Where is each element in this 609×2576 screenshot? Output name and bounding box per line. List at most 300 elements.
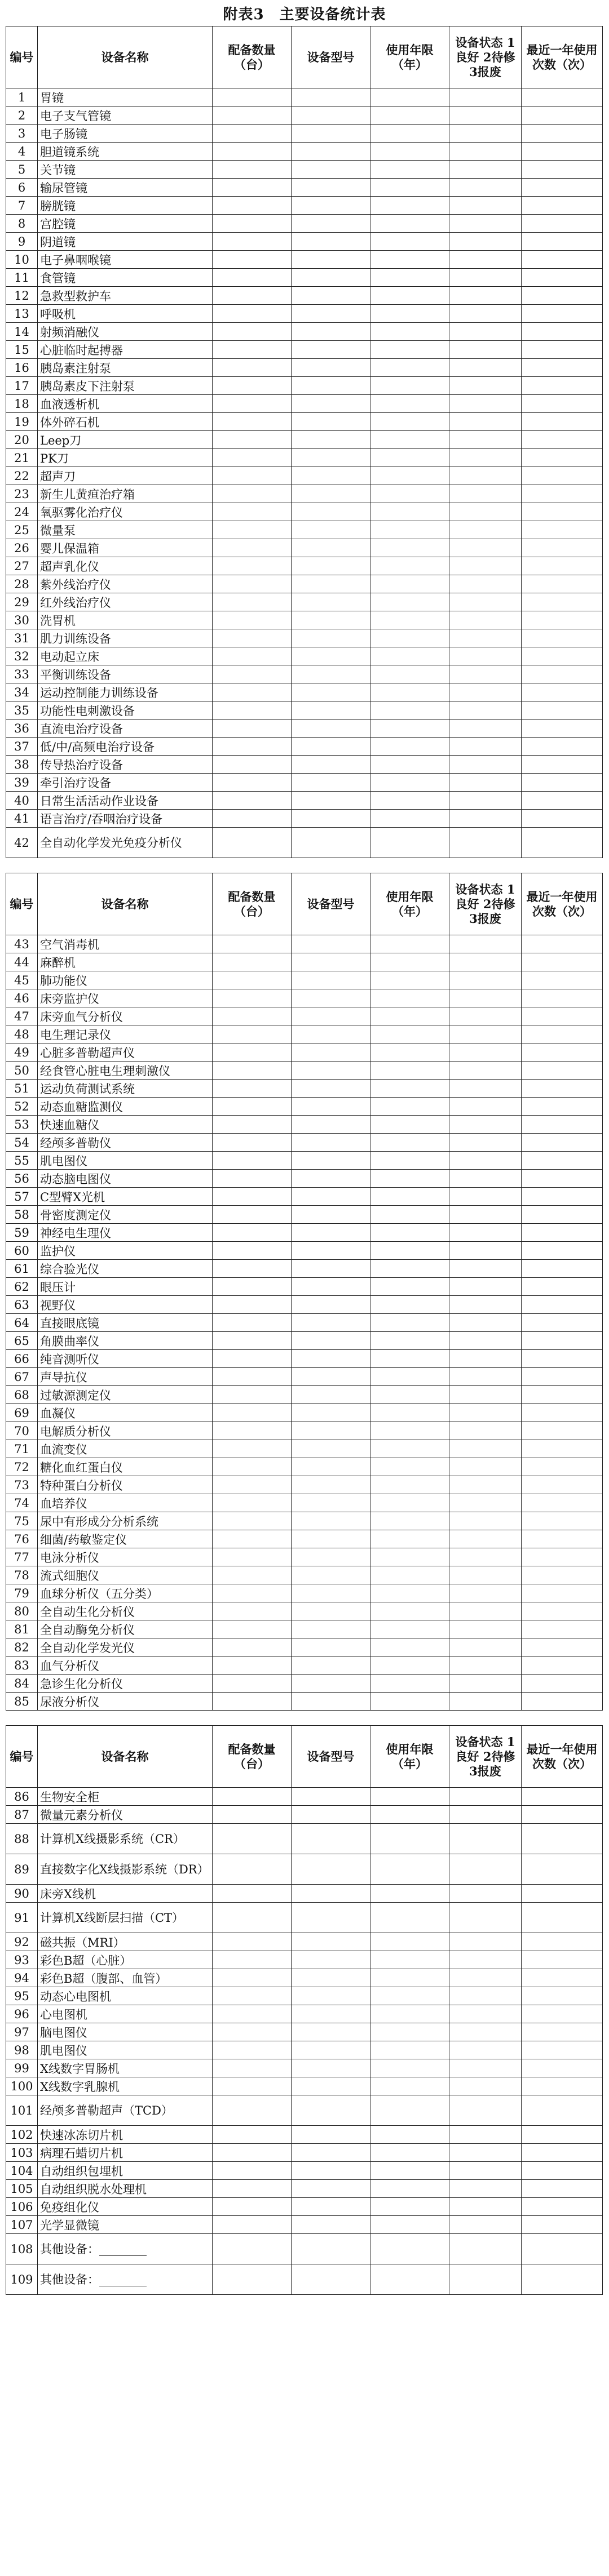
years-cell[interactable] <box>370 2234 449 2264</box>
quantity-cell[interactable] <box>213 1602 292 1620</box>
status-cell[interactable] <box>449 1548 522 1566</box>
quantity-cell[interactable] <box>213 1548 292 1566</box>
model-cell[interactable] <box>292 2216 370 2234</box>
usage-cell[interactable] <box>522 1206 603 1224</box>
quantity-cell[interactable] <box>213 629 292 647</box>
status-cell[interactable] <box>449 810 522 828</box>
usage-cell[interactable] <box>522 1824 603 1854</box>
quantity-cell[interactable] <box>213 2126 292 2144</box>
years-cell[interactable] <box>370 1350 449 1368</box>
status-cell[interactable] <box>449 539 522 557</box>
quantity-cell[interactable] <box>213 1885 292 1903</box>
years-cell[interactable] <box>370 1332 449 1350</box>
years-cell[interactable] <box>370 647 449 665</box>
model-cell[interactable] <box>292 828 370 858</box>
quantity-cell[interactable] <box>213 1206 292 1224</box>
years-cell[interactable] <box>370 449 449 467</box>
quantity-cell[interactable] <box>213 467 292 485</box>
years-cell[interactable] <box>370 1260 449 1278</box>
model-cell[interactable] <box>292 1134 370 1152</box>
status-cell[interactable] <box>449 503 522 521</box>
quantity-cell[interactable] <box>213 1788 292 1806</box>
years-cell[interactable] <box>370 2126 449 2144</box>
quantity-cell[interactable] <box>213 2234 292 2264</box>
usage-cell[interactable] <box>522 251 603 269</box>
status-cell[interactable] <box>449 233 522 251</box>
usage-cell[interactable] <box>522 738 603 756</box>
model-cell[interactable] <box>292 485 370 503</box>
quantity-cell[interactable] <box>213 377 292 395</box>
model-cell[interactable] <box>292 1903 370 1933</box>
model-cell[interactable] <box>292 2264 370 2295</box>
years-cell[interactable] <box>370 1548 449 1566</box>
quantity-cell[interactable] <box>213 179 292 197</box>
model-cell[interactable] <box>292 2023 370 2041</box>
usage-cell[interactable] <box>522 2041 603 2059</box>
usage-cell[interactable] <box>522 2077 603 2095</box>
status-cell[interactable] <box>449 251 522 269</box>
status-cell[interactable] <box>449 1332 522 1350</box>
model-cell[interactable] <box>292 665 370 683</box>
years-cell[interactable] <box>370 106 449 125</box>
model-cell[interactable] <box>292 1584 370 1602</box>
years-cell[interactable] <box>370 125 449 143</box>
quantity-cell[interactable] <box>213 701 292 719</box>
years-cell[interactable] <box>370 1885 449 1903</box>
usage-cell[interactable] <box>522 1458 603 1476</box>
status-cell[interactable] <box>449 1188 522 1206</box>
years-cell[interactable] <box>370 1494 449 1512</box>
model-cell[interactable] <box>292 449 370 467</box>
model-cell[interactable] <box>292 1494 370 1512</box>
quantity-cell[interactable] <box>213 233 292 251</box>
quantity-cell[interactable] <box>213 305 292 323</box>
status-cell[interactable] <box>449 756 522 774</box>
model-cell[interactable] <box>292 179 370 197</box>
years-cell[interactable] <box>370 1404 449 1422</box>
usage-cell[interactable] <box>522 1404 603 1422</box>
model-cell[interactable] <box>292 1440 370 1458</box>
status-cell[interactable] <box>449 1440 522 1458</box>
status-cell[interactable] <box>449 1969 522 1987</box>
quantity-cell[interactable] <box>213 1693 292 1711</box>
status-cell[interactable] <box>449 1296 522 1314</box>
years-cell[interactable] <box>370 557 449 575</box>
model-cell[interactable] <box>292 2095 370 2126</box>
quantity-cell[interactable] <box>213 287 292 305</box>
quantity-cell[interactable] <box>213 1512 292 1530</box>
status-cell[interactable] <box>449 2216 522 2234</box>
usage-cell[interactable] <box>522 1134 603 1152</box>
status-cell[interactable] <box>449 2059 522 2077</box>
quantity-cell[interactable] <box>213 611 292 629</box>
usage-cell[interactable] <box>522 539 603 557</box>
status-cell[interactable] <box>449 738 522 756</box>
quantity-cell[interactable] <box>213 1134 292 1152</box>
usage-cell[interactable] <box>522 269 603 287</box>
model-cell[interactable] <box>292 1332 370 1350</box>
model-cell[interactable] <box>292 1602 370 1620</box>
status-cell[interactable] <box>449 1788 522 1806</box>
model-cell[interactable] <box>292 1170 370 1188</box>
quantity-cell[interactable] <box>213 1332 292 1350</box>
model-cell[interactable] <box>292 1188 370 1206</box>
years-cell[interactable] <box>370 935 449 953</box>
years-cell[interactable] <box>370 521 449 539</box>
model-cell[interactable] <box>292 575 370 593</box>
quantity-cell[interactable] <box>213 2041 292 2059</box>
years-cell[interactable] <box>370 323 449 341</box>
model-cell[interactable] <box>292 647 370 665</box>
usage-cell[interactable] <box>522 215 603 233</box>
quantity-cell[interactable] <box>213 1224 292 1242</box>
usage-cell[interactable] <box>522 1903 603 1933</box>
status-cell[interactable] <box>449 665 522 683</box>
quantity-cell[interactable] <box>213 161 292 179</box>
quantity-cell[interactable] <box>213 989 292 1007</box>
years-cell[interactable] <box>370 1638 449 1656</box>
years-cell[interactable] <box>370 503 449 521</box>
status-cell[interactable] <box>449 449 522 467</box>
quantity-cell[interactable] <box>213 1987 292 2005</box>
years-cell[interactable] <box>370 701 449 719</box>
usage-cell[interactable] <box>522 971 603 989</box>
quantity-cell[interactable] <box>213 1296 292 1314</box>
years-cell[interactable] <box>370 2005 449 2023</box>
status-cell[interactable] <box>449 287 522 305</box>
quantity-cell[interactable] <box>213 1043 292 1062</box>
status-cell[interactable] <box>449 557 522 575</box>
status-cell[interactable] <box>449 828 522 858</box>
status-cell[interactable] <box>449 2234 522 2264</box>
status-cell[interactable] <box>449 359 522 377</box>
usage-cell[interactable] <box>522 989 603 1007</box>
years-cell[interactable] <box>370 1440 449 1458</box>
usage-cell[interactable] <box>522 2059 603 2077</box>
status-cell[interactable] <box>449 1242 522 1260</box>
status-cell[interactable] <box>449 323 522 341</box>
usage-cell[interactable] <box>522 2234 603 2264</box>
years-cell[interactable] <box>370 197 449 215</box>
status-cell[interactable] <box>449 1638 522 1656</box>
model-cell[interactable] <box>292 1206 370 1224</box>
quantity-cell[interactable] <box>213 575 292 593</box>
usage-cell[interactable] <box>522 611 603 629</box>
usage-cell[interactable] <box>522 1788 603 1806</box>
model-cell[interactable] <box>292 1007 370 1025</box>
usage-cell[interactable] <box>522 1170 603 1188</box>
usage-cell[interactable] <box>522 792 603 810</box>
years-cell[interactable] <box>370 792 449 810</box>
usage-cell[interactable] <box>522 287 603 305</box>
usage-cell[interactable] <box>522 449 603 467</box>
usage-cell[interactable] <box>522 1062 603 1080</box>
quantity-cell[interactable] <box>213 1656 292 1675</box>
quantity-cell[interactable] <box>213 1566 292 1584</box>
model-cell[interactable] <box>292 1885 370 1903</box>
usage-cell[interactable] <box>522 2162 603 2180</box>
years-cell[interactable] <box>370 971 449 989</box>
model-cell[interactable] <box>292 1404 370 1422</box>
years-cell[interactable] <box>370 2264 449 2295</box>
years-cell[interactable] <box>370 287 449 305</box>
model-cell[interactable] <box>292 359 370 377</box>
status-cell[interactable] <box>449 1134 522 1152</box>
model-cell[interactable] <box>292 593 370 611</box>
usage-cell[interactable] <box>522 1224 603 1242</box>
model-cell[interactable] <box>292 1530 370 1548</box>
model-cell[interactable] <box>292 2005 370 2023</box>
quantity-cell[interactable] <box>213 828 292 858</box>
model-cell[interactable] <box>292 701 370 719</box>
quantity-cell[interactable] <box>213 1903 292 1933</box>
quantity-cell[interactable] <box>213 1080 292 1098</box>
model-cell[interactable] <box>292 1854 370 1885</box>
quantity-cell[interactable] <box>213 1170 292 1188</box>
status-cell[interactable] <box>449 1987 522 2005</box>
years-cell[interactable] <box>370 719 449 738</box>
quantity-cell[interactable] <box>213 1584 292 1602</box>
status-cell[interactable] <box>449 431 522 449</box>
usage-cell[interactable] <box>522 161 603 179</box>
years-cell[interactable] <box>370 233 449 251</box>
usage-cell[interactable] <box>522 1350 603 1368</box>
years-cell[interactable] <box>370 1296 449 1314</box>
quantity-cell[interactable] <box>213 1476 292 1494</box>
status-cell[interactable] <box>449 1476 522 1494</box>
quantity-cell[interactable] <box>213 953 292 971</box>
quantity-cell[interactable] <box>213 323 292 341</box>
status-cell[interactable] <box>449 1620 522 1638</box>
usage-cell[interactable] <box>522 1098 603 1116</box>
model-cell[interactable] <box>292 251 370 269</box>
years-cell[interactable] <box>370 1224 449 1242</box>
model-cell[interactable] <box>292 1368 370 1386</box>
model-cell[interactable] <box>292 197 370 215</box>
model-cell[interactable] <box>292 1098 370 1116</box>
usage-cell[interactable] <box>522 1025 603 1043</box>
usage-cell[interactable] <box>522 2095 603 2126</box>
usage-cell[interactable] <box>522 197 603 215</box>
years-cell[interactable] <box>370 467 449 485</box>
quantity-cell[interactable] <box>213 1116 292 1134</box>
model-cell[interactable] <box>292 1386 370 1404</box>
status-cell[interactable] <box>449 1693 522 1711</box>
years-cell[interactable] <box>370 359 449 377</box>
quantity-cell[interactable] <box>213 1951 292 1969</box>
quantity-cell[interactable] <box>213 197 292 215</box>
years-cell[interactable] <box>370 539 449 557</box>
quantity-cell[interactable] <box>213 1933 292 1951</box>
status-cell[interactable] <box>449 395 522 413</box>
status-cell[interactable] <box>449 1806 522 1824</box>
usage-cell[interactable] <box>522 683 603 701</box>
usage-cell[interactable] <box>522 1188 603 1206</box>
status-cell[interactable] <box>449 2144 522 2162</box>
status-cell[interactable] <box>449 1885 522 1903</box>
usage-cell[interactable] <box>522 575 603 593</box>
quantity-cell[interactable] <box>213 2059 292 2077</box>
quantity-cell[interactable] <box>213 269 292 287</box>
years-cell[interactable] <box>370 1530 449 1548</box>
usage-cell[interactable] <box>522 1278 603 1296</box>
usage-cell[interactable] <box>522 323 603 341</box>
years-cell[interactable] <box>370 305 449 323</box>
years-cell[interactable] <box>370 828 449 858</box>
status-cell[interactable] <box>449 2077 522 2095</box>
model-cell[interactable] <box>292 431 370 449</box>
usage-cell[interactable] <box>522 413 603 431</box>
usage-cell[interactable] <box>522 1951 603 1969</box>
status-cell[interactable] <box>449 1062 522 1080</box>
status-cell[interactable] <box>449 1224 522 1242</box>
years-cell[interactable] <box>370 2041 449 2059</box>
usage-cell[interactable] <box>522 557 603 575</box>
status-cell[interactable] <box>449 341 522 359</box>
years-cell[interactable] <box>370 1951 449 1969</box>
usage-cell[interactable] <box>522 629 603 647</box>
quantity-cell[interactable] <box>213 792 292 810</box>
quantity-cell[interactable] <box>213 2198 292 2216</box>
usage-cell[interactable] <box>522 179 603 197</box>
usage-cell[interactable] <box>522 305 603 323</box>
quantity-cell[interactable] <box>213 2144 292 2162</box>
quantity-cell[interactable] <box>213 485 292 503</box>
years-cell[interactable] <box>370 665 449 683</box>
usage-cell[interactable] <box>522 125 603 143</box>
quantity-cell[interactable] <box>213 431 292 449</box>
usage-cell[interactable] <box>522 1440 603 1458</box>
model-cell[interactable] <box>292 1043 370 1062</box>
model-cell[interactable] <box>292 2234 370 2264</box>
quantity-cell[interactable] <box>213 2162 292 2180</box>
quantity-cell[interactable] <box>213 719 292 738</box>
years-cell[interactable] <box>370 1386 449 1404</box>
usage-cell[interactable] <box>522 1512 603 1530</box>
years-cell[interactable] <box>370 611 449 629</box>
status-cell[interactable] <box>449 161 522 179</box>
status-cell[interactable] <box>449 719 522 738</box>
quantity-cell[interactable] <box>213 1386 292 1404</box>
usage-cell[interactable] <box>522 756 603 774</box>
usage-cell[interactable] <box>522 2216 603 2234</box>
usage-cell[interactable] <box>522 935 603 953</box>
years-cell[interactable] <box>370 738 449 756</box>
years-cell[interactable] <box>370 575 449 593</box>
years-cell[interactable] <box>370 1458 449 1476</box>
model-cell[interactable] <box>292 143 370 161</box>
status-cell[interactable] <box>449 1512 522 1530</box>
status-cell[interactable] <box>449 521 522 539</box>
usage-cell[interactable] <box>522 1314 603 1332</box>
status-cell[interactable] <box>449 1152 522 1170</box>
years-cell[interactable] <box>370 1062 449 1080</box>
usage-cell[interactable] <box>522 953 603 971</box>
model-cell[interactable] <box>292 1512 370 1530</box>
model-cell[interactable] <box>292 88 370 106</box>
model-cell[interactable] <box>292 2126 370 2144</box>
years-cell[interactable] <box>370 1693 449 1711</box>
quantity-cell[interactable] <box>213 341 292 359</box>
quantity-cell[interactable] <box>213 2023 292 2041</box>
model-cell[interactable] <box>292 557 370 575</box>
years-cell[interactable] <box>370 1903 449 1933</box>
years-cell[interactable] <box>370 1025 449 1043</box>
model-cell[interactable] <box>292 1080 370 1098</box>
status-cell[interactable] <box>449 1602 522 1620</box>
model-cell[interactable] <box>292 2162 370 2180</box>
years-cell[interactable] <box>370 1206 449 1224</box>
status-cell[interactable] <box>449 935 522 953</box>
usage-cell[interactable] <box>522 1693 603 1711</box>
status-cell[interactable] <box>449 1933 522 1951</box>
usage-cell[interactable] <box>522 2198 603 2216</box>
years-cell[interactable] <box>370 251 449 269</box>
quantity-cell[interactable] <box>213 1824 292 1854</box>
usage-cell[interactable] <box>522 701 603 719</box>
model-cell[interactable] <box>292 503 370 521</box>
usage-cell[interactable] <box>522 2180 603 2198</box>
model-cell[interactable] <box>292 1152 370 1170</box>
quantity-cell[interactable] <box>213 2095 292 2126</box>
model-cell[interactable] <box>292 989 370 1007</box>
model-cell[interactable] <box>292 629 370 647</box>
years-cell[interactable] <box>370 593 449 611</box>
status-cell[interactable] <box>449 2023 522 2041</box>
status-cell[interactable] <box>449 701 522 719</box>
quantity-cell[interactable] <box>213 359 292 377</box>
quantity-cell[interactable] <box>213 2216 292 2234</box>
years-cell[interactable] <box>370 1043 449 1062</box>
status-cell[interactable] <box>449 1170 522 1188</box>
status-cell[interactable] <box>449 377 522 395</box>
status-cell[interactable] <box>449 413 522 431</box>
years-cell[interactable] <box>370 1116 449 1134</box>
status-cell[interactable] <box>449 1530 522 1548</box>
model-cell[interactable] <box>292 341 370 359</box>
usage-cell[interactable] <box>522 395 603 413</box>
usage-cell[interactable] <box>522 1422 603 1440</box>
years-cell[interactable] <box>370 1152 449 1170</box>
model-cell[interactable] <box>292 1116 370 1134</box>
usage-cell[interactable] <box>522 1296 603 1314</box>
usage-cell[interactable] <box>522 377 603 395</box>
model-cell[interactable] <box>292 1933 370 1951</box>
status-cell[interactable] <box>449 683 522 701</box>
model-cell[interactable] <box>292 1062 370 1080</box>
model-cell[interactable] <box>292 269 370 287</box>
model-cell[interactable] <box>292 1422 370 1440</box>
model-cell[interactable] <box>292 125 370 143</box>
model-cell[interactable] <box>292 1788 370 1806</box>
status-cell[interactable] <box>449 1278 522 1296</box>
years-cell[interactable] <box>370 1368 449 1386</box>
status-cell[interactable] <box>449 1824 522 1854</box>
status-cell[interactable] <box>449 2005 522 2023</box>
years-cell[interactable] <box>370 88 449 106</box>
model-cell[interactable] <box>292 413 370 431</box>
model-cell[interactable] <box>292 1969 370 1987</box>
years-cell[interactable] <box>370 2059 449 2077</box>
status-cell[interactable] <box>449 1260 522 1278</box>
usage-cell[interactable] <box>522 2264 603 2295</box>
quantity-cell[interactable] <box>213 539 292 557</box>
quantity-cell[interactable] <box>213 1368 292 1386</box>
status-cell[interactable] <box>449 953 522 971</box>
usage-cell[interactable] <box>522 1602 603 1620</box>
status-cell[interactable] <box>449 485 522 503</box>
status-cell[interactable] <box>449 1043 522 1062</box>
